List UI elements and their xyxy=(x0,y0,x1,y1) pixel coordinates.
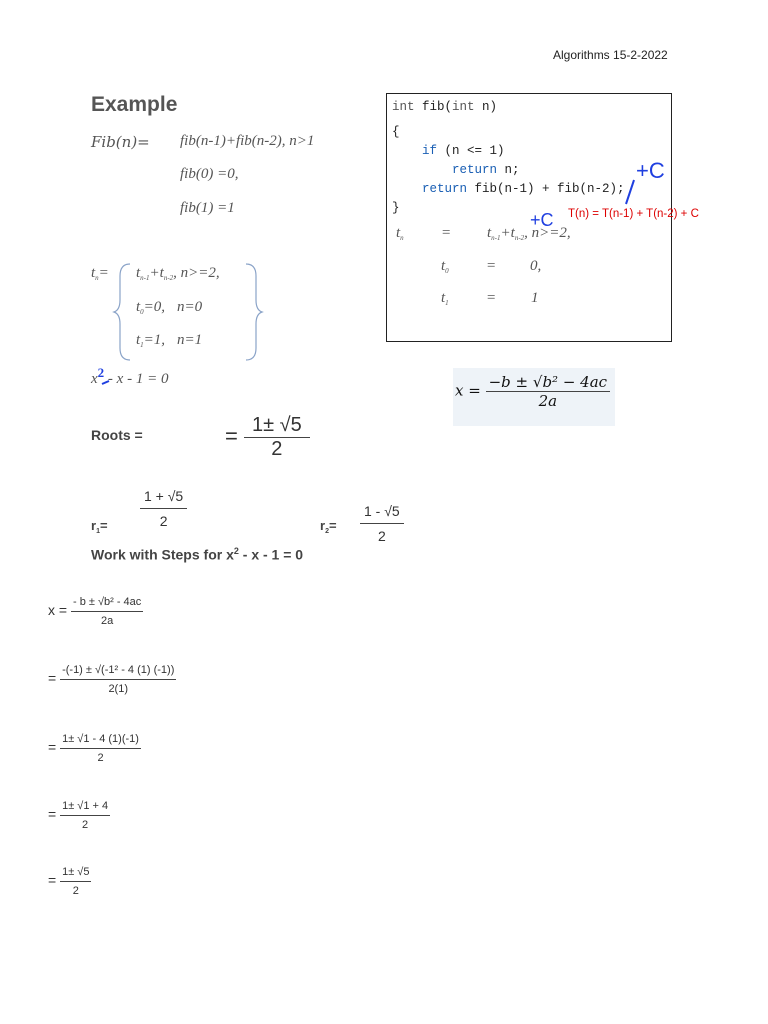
roots-expression: = $\frac{1\pm √5}{2}$ xyxy=(225,414,310,461)
box-eq-1: = xyxy=(441,225,452,241)
box-tn-lhs: $t_n$ xyxy=(396,225,404,242)
tn-row-1: $t_{n-1}+t_{n-2}$, n>=2, xyxy=(136,265,220,282)
box-eq-3: = xyxy=(486,290,497,306)
recurrence-relation: T(n) = T(n-1) + T(n-2) + C xyxy=(568,208,699,220)
code-line-6: } xyxy=(392,201,400,215)
fib-lhs: Fib(n)= xyxy=(91,133,150,151)
r1-label: $r_1=$ xyxy=(91,518,108,535)
box-t0: $t_0$ xyxy=(441,258,449,275)
step-4: = $\frac{1\pm √1 + 4}{2}$ xyxy=(48,800,109,831)
tn-row-3: $t_1=1$, n=1 xyxy=(136,332,203,349)
code-line-3: if (n <= 1) xyxy=(422,144,505,158)
box-eq-2: = xyxy=(486,258,497,274)
roots-label: Roots = xyxy=(91,427,143,443)
plus-c-annotation-2: +C xyxy=(530,210,554,230)
fib-base-1: fib(1) =1 xyxy=(180,200,235,216)
step-3: = $\frac{1\pm √1 - 4 (1)(-1)}{2}$ xyxy=(48,733,139,764)
tn-row-2: $t_0=0$, n=0 xyxy=(136,299,203,316)
box-t1: $t_1$ xyxy=(441,290,449,307)
example-title: Example xyxy=(91,93,178,116)
box-v0: 0, xyxy=(530,258,542,274)
code-line-1: int fib(int n) xyxy=(392,100,498,114)
handwritten-stroke xyxy=(622,178,638,206)
r2-label: $r_2=$ xyxy=(320,518,337,535)
plus-c-annotation-1: +C xyxy=(636,158,665,183)
page-header: Algorithms 15-2-2022 xyxy=(553,48,668,62)
characteristic-equation: x2 - x - 1 = 0 xyxy=(91,365,169,387)
code-line-5: return fib(n-1) + fib(n-2); xyxy=(422,182,625,196)
fib-recurrence: fib(n-1)+fib(n-2), n>1 xyxy=(180,133,315,149)
quadratic-formula: x = $\frac{\text{−b ± √b² − 4ac}}{2a}$ xyxy=(455,373,610,410)
r1-fraction: $\frac{1 + √5}{2}$ xyxy=(140,488,187,529)
step-5: = $\frac{1\pm √5}{2}$ xyxy=(48,866,90,897)
step-1: x = $\frac{\text{- b ± √b² - 4ac}}{2a}$ xyxy=(48,596,142,627)
fib-base-0: fib(0) =0, xyxy=(180,166,239,182)
box-v1: 1 xyxy=(531,290,539,306)
work-steps-heading: Work with Steps for $x^2 - x - 1 = 0$ xyxy=(91,546,304,563)
code-line-2: { xyxy=(392,125,400,139)
r2-fraction: $\frac{1 - √5}{2}$ xyxy=(360,503,404,544)
step-2: = $\frac{\text{-(-1) ± √(-1² - 4 (1) (-1))}}{2(1)}$ xyxy=(48,664,175,695)
handwritten-tick xyxy=(100,378,112,386)
tn-lhs: $t_n=$ xyxy=(91,265,109,282)
code-line-4: return n; xyxy=(452,163,520,177)
box-tn-rec: $t_{n-1}+t_{n-2}$, n>=2, xyxy=(487,225,571,242)
